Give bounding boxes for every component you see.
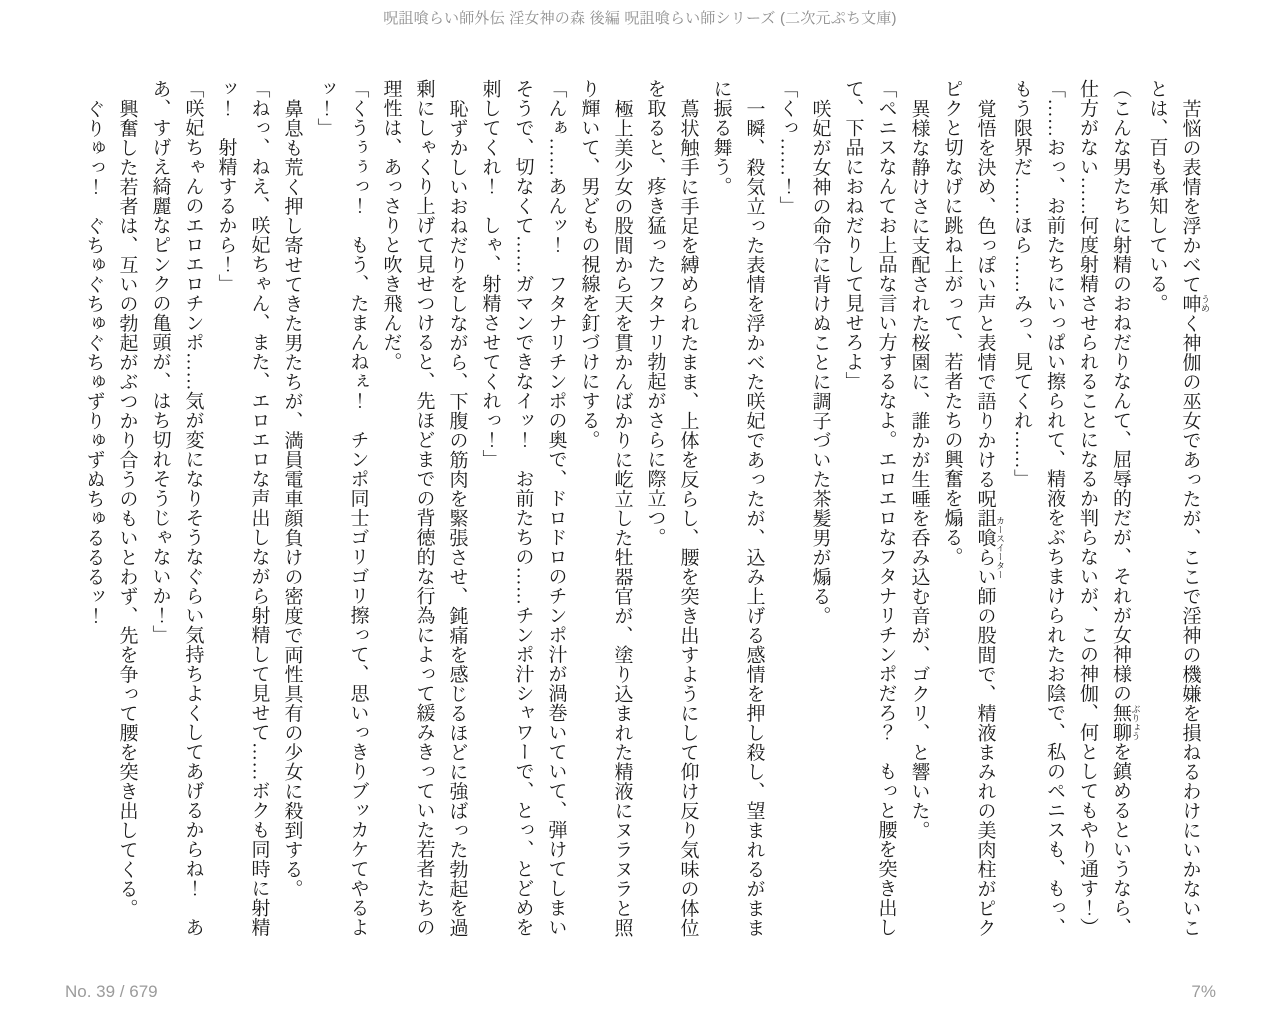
text-line: 仕方がない……何度射精させられることになるか判らないが、この神伽、何としてもやり通す！） [1077, 79, 1098, 937]
text-line: 剰にしゃくり上げて見せつけると、先ほどまでの背徳的な行為によって緩みきっていた若者たちの [413, 79, 435, 937]
text-line: 恥ずかしいおねだりをしながら、下腹の筋肉を緊張させ、鈍痛を感じるほどに強ばった勃起を過 [446, 98, 468, 937]
text-line: を取ると、疼き猛ったフタナリ勃起がさらに際立つ。 [644, 79, 666, 547]
ruby-annotated-text: 無聊 ぶりょう [1110, 703, 1141, 742]
text-line: に振る舞う。 [710, 79, 732, 196]
text-line: り輝いて、男どもの視線を釘づけにする。 [578, 79, 600, 450]
text-line: 「くうぅぅっ！ もう、たまんねぇ！ チンポ同士ゴリゴリ擦って、思いっきりブッカケてやるよ [347, 79, 369, 937]
text-line: （こんな男たちに射精のおねだりなんて、屈辱的だが、それが女神様の無聊 ぶりょうを鎮めるというなら、 [1110, 79, 1141, 937]
ruby-annotated-text: 呻 うめ [1179, 293, 1210, 313]
text-line: 「ペニスなんてお上品な言い方するなよ。エロエロなフタナリチンポだろ？ もっと腰を突き出し [875, 79, 897, 937]
text-line: 異様な静けさに支配された桜園に、誰かが生唾を呑み込む音が、ゴクリ、と響いた。 [908, 98, 930, 840]
text-line: 「咲妃ちゃんのエロエロチンポ……気が変になりそうなぐらい気持ちよくしてあげるからね！ あ [182, 79, 204, 937]
text-line: 「……おっ、お前たちにいっぱい擦られて、精液をぶちまけられたお陰で、私のペニスも、もっ、 [1044, 79, 1065, 937]
ruby-annotated-text: 呪詛喰らい師 カースイーター [974, 488, 1005, 606]
text-line: 刺してくれ！ しゃ、射精させてくれっ！」 [479, 79, 501, 469]
book-title-header: 呪詛喰らい師外伝 淫女神の森 後編 呪詛喰らい師シリーズ (二次元ぷち文庫) [383, 10, 897, 27]
text-line: 一瞬、殺気立った表情を浮かべた咲妃であったが、込み上げる感情を押し殺し、望まれるがまま [743, 98, 765, 937]
text-line: 理性は、あっさりと吹き飛んだ。 [380, 79, 402, 372]
text-line: 「ねっ、ねえ、咲妃ちゃん、また、エロエロな声出しながら射精して見せて……ボクも同時に射精 [248, 79, 270, 937]
text-line: 覚悟を決め、色っぽい声と表情で語りかける呪詛喰らい師 カースイーターの股間で、精液まみれの美肉柱がピク [974, 98, 1005, 937]
page-location-indicator: No. 39 / 679 [65, 982, 158, 1001]
text-line: 苦悩の表情を浮かべて呻 うめく神伽の巫女であったが、ここで淫神の機嫌を損ねるわけにいかないこ [1179, 98, 1210, 937]
text-line: ッ！」 [314, 79, 336, 138]
text-line: 鼻息も荒く押し寄せてきた男たちが、満員電車顔負けの密度で両性具有の少女に殺到する。 [281, 98, 303, 898]
text-line: 「くっ……！」 [776, 79, 798, 216]
text-line: もう限界だ……ほら……みっ、見てくれ……」 [1011, 79, 1032, 489]
text-line: とは、百も承知している。 [1146, 79, 1168, 313]
text-line: 蔦状触手に手足を縛められたまま、上体を反らし、腰を突き出すようにして仰け反り気味の体位 [677, 98, 699, 937]
reading-area[interactable] [78, 79, 1211, 951]
text-line: ぐりゅっ！ ぐちゅぐちゅぐちゅずりゅずぬちゅるるるッ！ [83, 98, 105, 625]
text-line: 「んぁ……あんッ！ フタナリチンポの奥で、ドロドロのチンポ汁が渦巻いていて、弾けてしまい [545, 79, 567, 937]
text-line: 極上美少女の股間から天を貫かんばかりに屹立した牡器官が、塗り込まれた精液にヌラヌラと照 [611, 98, 633, 937]
text-line: そうで、切なくて……ガマンできなイッ！ お前たちの……チンポ汁シャワーで、とっ、とどめを [512, 79, 534, 937]
text-line: 咲妃が女神の命令に背けぬことに調子づいた茶髪男が煽る。 [809, 98, 831, 625]
text-line: ッ！ 射精するから！」 [215, 79, 237, 294]
text-line: ピクと切なげに跳ね上がって、若者たちの興奮を煽る。 [941, 79, 963, 567]
reading-progress-indicator: 7% [1191, 982, 1216, 1001]
text-line: あ、すげえ綺麗なピンクの亀頭が、はち切れそうじゃないか！」 [149, 79, 171, 645]
text-line: 興奮した若者は、互いの勃起がぶつかり合うのもいとわず、先を争って腰を突き出してくる。 [116, 98, 138, 918]
vertical-text-block [78, 79, 1211, 951]
text-line: て、下品におねだりして見せろよ」 [842, 79, 864, 391]
